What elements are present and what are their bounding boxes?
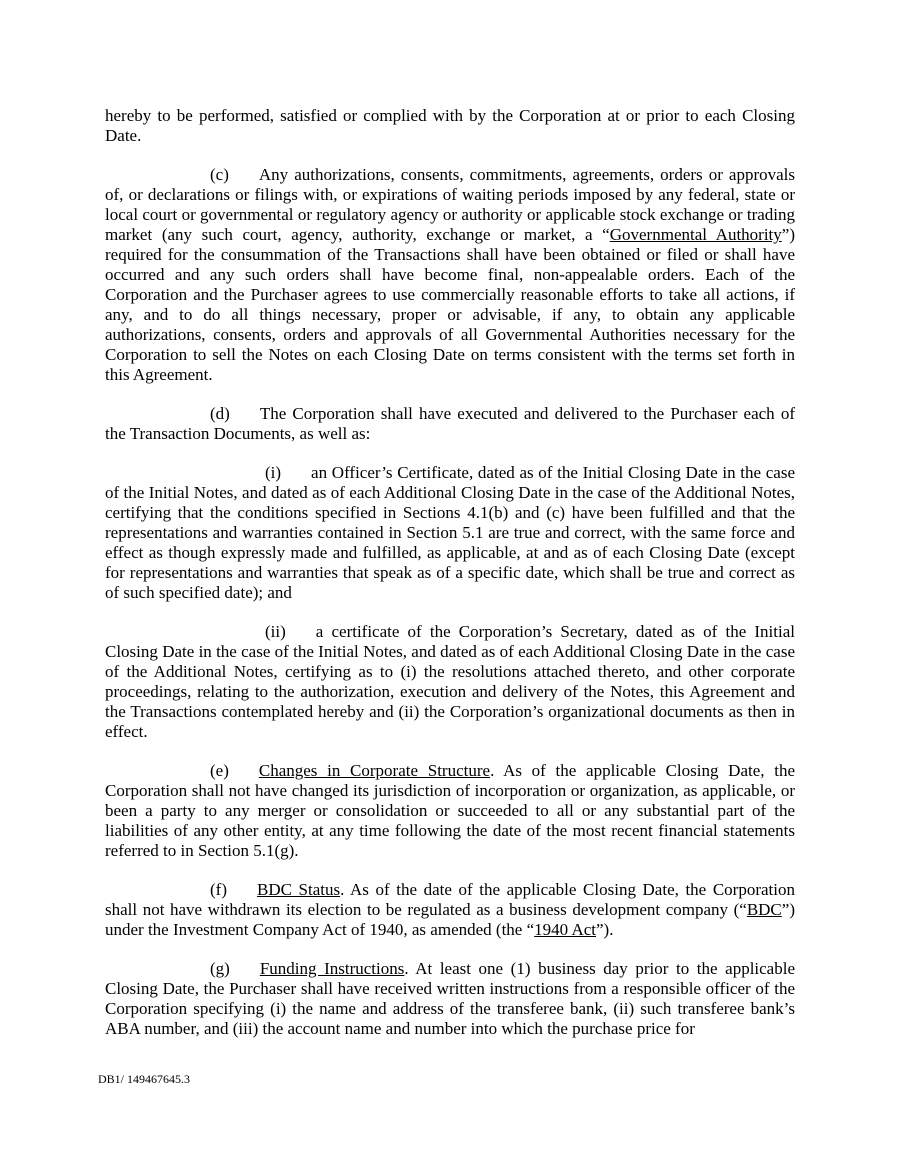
- paragraph-intro-continuation: [105, 106, 795, 146]
- text-run: hereby to be performed, satisfied or complied with by the Corporation at or prior to each Closing Date.: [105, 106, 795, 145]
- text-run: Any authorizations, consents, commitments, agreements, orders or approvals of, or declarations or filings with, or expirations of waiting periods imposed by any federal, state or local court or governmental or regulatory agency or authority or applicable stock exchange or trading market (any such court, agency, authority, exchange or market, a “: [105, 165, 795, 244]
- text-run: ”).: [596, 920, 614, 939]
- paragraph-d-ii: [105, 622, 795, 742]
- underlined-term: Changes in Corporate Structure: [258, 761, 491, 780]
- paragraph-d-i: [105, 463, 795, 603]
- underlined-term: BDC: [746, 900, 782, 919]
- paragraph-g: [105, 959, 795, 1039]
- underlined-term: BDC Status: [256, 880, 341, 899]
- text-run: a certificate of the Corporation’s Secretary, dated as of the Initial Closing Date in the case of the Initial Notes, and dated as of each Additional Closing Date in the case of the Additional Notes, certifying as to (i) the resolutions attached thereto, and other corporate proceedings, relating to the authorization, execution and delivery of the Notes, this Agreement and the Transactions contemplated hereby and (ii) the Corporation’s organizational documents as then in effect.: [105, 622, 795, 741]
- underlined-term: Funding Instructions: [259, 959, 405, 978]
- paragraph-label: (d): [210, 404, 230, 423]
- paragraph-d: [105, 404, 795, 444]
- text-run: an Officer’s Certificate, dated as of the Initial Closing Date in the case of the Initial Notes, and dated as of each Additional Closing Date in the case of the Additional Notes, certifying that the conditions specified in Sections 4.1(b) and (c) have been fulfilled and that the representations and warranties contained in Section 5.1 are true and correct, with the same force and effect as though expressly made and fulfilled, as applicable, at and as of each Closing Date (except for representations and warranties that speak as of a specific date, which shall be true and correct as of such specified date); and: [105, 463, 795, 602]
- text-run: . As of the applicable Closing Date, the Corporation shall not have changed its jurisdiction of incorporation or organization, as applicable, or been a party to any merger or consolidation or succeeded to all or any substantial part of the liabilities of any other entity, at any time following the date of the most recent financial statements referred to in Section 5.1(g).: [105, 761, 796, 860]
- text-run: . As of the date of the applicable Closing Date, the Corporation shall not have withdrawn its election to be regulated as a business development company (“: [105, 880, 795, 919]
- footer-document-number: DB1/ 149467645.3: [98, 1072, 191, 1086]
- paragraph-f: [105, 880, 795, 940]
- paragraph-c: [105, 165, 795, 385]
- text-run: . At least one (1) business day prior to the applicable Closing Date, the Purchaser shall have received written instructions from a responsible officer of the Corporation specifying (i) the name and address of the transferee bank, (ii) such transferee bank’s ABA number, and (iii) the account name and number into which the purchase price for: [105, 959, 795, 1038]
- underlined-term: 1940 Act: [534, 920, 596, 939]
- text-run: ”) required for the consummation of the Transactions shall have been obtained or filed or shall have occurred and any such orders shall have become final, non-appealable orders. Each of the Corporation and the Purchaser agrees to use commercially reasonable efforts to take all actions, if any, and to do all things necessary, proper or advisable, if any, to obtain any applicable authorizations, consents, orders and approvals of all Governmental Authorities necessary for the Corporation to sell the Notes on each Closing Date on terms consistent with the terms set forth in this Agreement.: [105, 225, 795, 384]
- paragraph-label: (c): [210, 165, 229, 184]
- paragraph-e: [105, 761, 795, 861]
- paragraph-label: (g): [210, 959, 230, 978]
- paragraph-label: (i): [265, 463, 282, 482]
- underlined-term: Governmental Authority: [609, 225, 782, 244]
- paragraph-label: (e): [210, 761, 229, 780]
- document-body: [105, 106, 795, 1039]
- paragraph-label: (f): [210, 880, 227, 899]
- text-run: ”) under the Investment Company Act of 1940, as amended (the “: [105, 900, 795, 939]
- text-run: The Corporation shall have executed and delivered to the Purchaser each of the Transaction Documents, as well as:: [105, 404, 795, 443]
- paragraph-label: (ii): [265, 622, 286, 641]
